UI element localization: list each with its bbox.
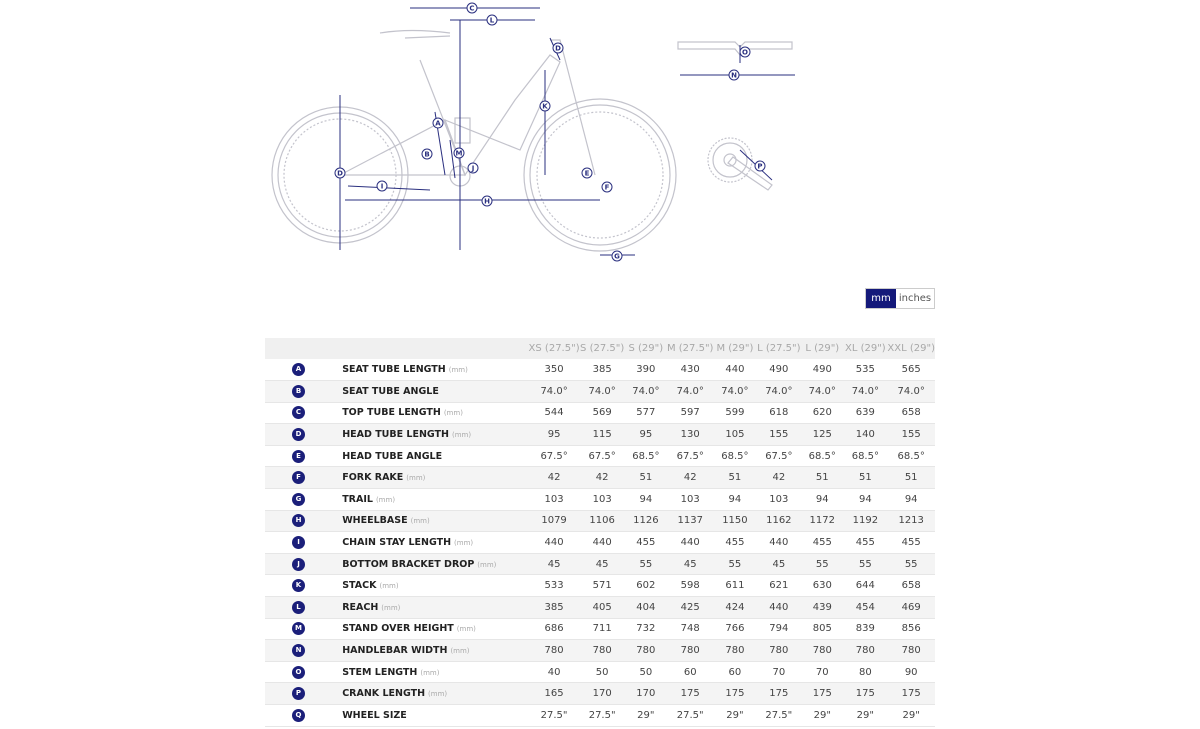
table-row: [265, 467, 935, 489]
measurement-value: 440: [713, 359, 756, 381]
unit-inches-button[interactable]: inches: [896, 289, 934, 308]
table-row: [265, 575, 935, 597]
measurement-value: 45: [529, 553, 580, 575]
size-header: XL (29"): [844, 343, 886, 354]
measurement-value: 55: [843, 553, 887, 575]
measurement-badge: O: [292, 666, 305, 679]
measurement-value: 766: [713, 618, 756, 640]
svg-text:L: L: [489, 16, 495, 25]
measurement-value: 1172: [801, 510, 843, 532]
table-row: [265, 640, 935, 662]
measurement-value: 170: [580, 683, 625, 705]
measurement-badge: E: [292, 450, 305, 463]
measurement-value: 175: [887, 683, 935, 705]
svg-text:D: D: [555, 44, 561, 53]
measurement-value: 115: [580, 424, 625, 446]
measurement-unit: (mm): [410, 517, 430, 526]
measurement-name: WHEELBASE: [342, 515, 408, 527]
measurement-value: 490: [801, 359, 843, 381]
measurement-value: 571: [580, 575, 625, 597]
measurement-value: 748: [667, 618, 713, 640]
measurement-value: 60: [667, 661, 713, 683]
unit-toggle: [865, 288, 935, 309]
measurement-value: 27.5": [756, 705, 801, 727]
table-row: [265, 489, 935, 511]
measurement-value: 711: [580, 618, 625, 640]
measurement-value: 29": [713, 705, 756, 727]
svg-text:N: N: [731, 71, 737, 80]
measurement-value: 42: [756, 467, 801, 489]
measurement-value: 67.5°: [756, 445, 801, 467]
measurement-unit: (mm): [379, 582, 399, 591]
measurement-unit: (mm): [477, 560, 497, 569]
measurement-value: 839: [843, 618, 887, 640]
measurement-value: 455: [801, 532, 843, 554]
measurement-value: 67.5°: [667, 445, 713, 467]
measurement-badge: N: [292, 644, 305, 657]
measurement-badge: F: [292, 471, 305, 484]
measurement-value: 440: [529, 532, 580, 554]
measurement-unit: (mm): [448, 366, 468, 375]
measurement-value: 42: [667, 467, 713, 489]
measurement-value: 55: [713, 553, 756, 575]
size-header: S (29"): [628, 343, 664, 354]
measurement-value: 490: [756, 359, 801, 381]
measurement-unit: (mm): [420, 668, 440, 677]
measurement-value: 658: [887, 575, 935, 597]
measurement-value: 454: [843, 597, 887, 619]
measurement-value: 425: [667, 597, 713, 619]
header-blank: [342, 338, 528, 359]
crank-diagram: [700, 130, 790, 200]
measurement-badge: I: [292, 536, 305, 549]
measurement-value: 94: [625, 489, 667, 511]
measurement-badge: C: [292, 406, 305, 419]
measurement-value: 856: [887, 618, 935, 640]
measurement-value: 70: [756, 661, 801, 683]
measurement-value: 780: [580, 640, 625, 662]
svg-text:B: B: [424, 150, 430, 159]
measurement-value: 94: [843, 489, 887, 511]
measurement-value: 175: [843, 683, 887, 705]
measurement-value: 95: [529, 424, 580, 446]
measurement-value: 455: [843, 532, 887, 554]
measurement-unit: (mm): [456, 625, 476, 634]
svg-text:I: I: [380, 182, 384, 191]
measurement-value: 74.0°: [580, 381, 625, 403]
measurement-name: STACK: [342, 580, 377, 592]
measurement-value: 1106: [580, 510, 625, 532]
table-row: [265, 510, 935, 532]
measurement-name: TRAIL: [342, 493, 373, 505]
measurement-value: 74.0°: [756, 381, 801, 403]
table-row: [265, 359, 935, 381]
measurement-value: 469: [887, 597, 935, 619]
svg-text:E: E: [584, 169, 590, 178]
measurement-value: 51: [625, 467, 667, 489]
header-blank: [265, 338, 342, 359]
measurement-name: WHEEL SIZE: [342, 709, 407, 721]
measurement-value: 60: [713, 661, 756, 683]
table-row: [265, 553, 935, 575]
size-header: XS (27.5"): [528, 343, 580, 354]
measurement-value: 602: [625, 575, 667, 597]
measurement-value: 780: [713, 640, 756, 662]
measurement-value: 74.0°: [843, 381, 887, 403]
measurement-value: 27.5": [580, 705, 625, 727]
measurement-value: 1192: [843, 510, 887, 532]
measurement-value: 175: [756, 683, 801, 705]
measurement-value: 94: [887, 489, 935, 511]
measurement-name: SEAT TUBE LENGTH: [342, 364, 446, 376]
measurement-badge: L: [292, 601, 305, 614]
measurement-badge: J: [292, 558, 305, 571]
measurement-value: 103: [667, 489, 713, 511]
unit-mm-button[interactable]: mm: [866, 289, 896, 308]
table-row: [265, 445, 935, 467]
measurement-value: 74.0°: [801, 381, 843, 403]
measurement-badge: K: [292, 579, 305, 592]
measurement-unit: (mm): [381, 603, 401, 612]
measurement-value: 535: [843, 359, 887, 381]
measurement-value: 29": [843, 705, 887, 727]
measurement-value: 94: [713, 489, 756, 511]
measurement-value: 440: [580, 532, 625, 554]
measurement-value: 1150: [713, 510, 756, 532]
measurement-value: 74.0°: [625, 381, 667, 403]
measurement-value: 618: [756, 402, 801, 424]
measurement-badge: M: [292, 622, 305, 635]
measurement-value: 780: [756, 640, 801, 662]
svg-text:K: K: [542, 102, 548, 111]
svg-text:P: P: [757, 162, 763, 171]
size-header: L (29"): [805, 343, 840, 354]
table-row: [265, 424, 935, 446]
measurement-unit: (mm): [443, 409, 463, 418]
measurement-name: HEAD TUBE LENGTH: [342, 429, 449, 441]
measurement-name: HEAD TUBE ANGLE: [342, 450, 443, 462]
measurement-value: 29": [887, 705, 935, 727]
svg-text:G: G: [614, 252, 620, 261]
measurement-value: 1162: [756, 510, 801, 532]
measurement-name: REACH: [342, 601, 379, 613]
size-header: M (27.5"): [666, 343, 714, 354]
measurement-value: 455: [713, 532, 756, 554]
measurement-value: 385: [580, 359, 625, 381]
measurement-name: BOTTOM BRACKET DROP: [342, 558, 475, 570]
measurement-value: 1213: [887, 510, 935, 532]
measurement-value: 577: [625, 402, 667, 424]
measurement-value: 27.5": [667, 705, 713, 727]
table-row: [265, 661, 935, 683]
measurement-value: 805: [801, 618, 843, 640]
geometry-table: [265, 338, 935, 727]
measurement-badge: H: [292, 514, 305, 527]
measurement-value: 544: [529, 402, 580, 424]
measurement-value: 569: [580, 402, 625, 424]
svg-text:H: H: [484, 197, 490, 206]
measurement-value: 50: [580, 661, 625, 683]
measurement-value: 385: [529, 597, 580, 619]
measurement-badge: D: [292, 428, 305, 441]
measurement-value: 170: [625, 683, 667, 705]
measurement-value: 51: [801, 467, 843, 489]
measurement-value: 597: [667, 402, 713, 424]
measurement-value: 175: [713, 683, 756, 705]
measurement-value: 45: [667, 553, 713, 575]
table-row: [265, 402, 935, 424]
measurement-value: 599: [713, 402, 756, 424]
measurement-value: 430: [667, 359, 713, 381]
table-row: [265, 597, 935, 619]
measurement-value: 175: [667, 683, 713, 705]
measurement-badge: A: [292, 363, 305, 376]
measurement-unit: (mm): [451, 431, 472, 440]
measurement-unit: (mm): [406, 474, 426, 483]
measurement-value: 40: [529, 661, 580, 683]
measurement-value: 42: [580, 467, 625, 489]
measurement-value: 125: [801, 424, 843, 446]
table-row: [265, 532, 935, 554]
measurement-value: 780: [625, 640, 667, 662]
measurement-value: 74.0°: [887, 381, 935, 403]
svg-text:O: O: [742, 48, 748, 57]
measurement-value: 780: [529, 640, 580, 662]
measurement-value: 70: [801, 661, 843, 683]
measurement-value: 794: [756, 618, 801, 640]
measurement-badge: G: [292, 493, 305, 506]
svg-text:M: M: [455, 149, 463, 158]
measurement-value: 175: [801, 683, 843, 705]
measurement-value: 455: [887, 532, 935, 554]
measurement-value: 103: [580, 489, 625, 511]
measurement-value: 27.5": [529, 705, 580, 727]
measurement-value: 621: [756, 575, 801, 597]
measurement-value: 639: [843, 402, 887, 424]
measurement-value: 1137: [667, 510, 713, 532]
measurement-value: 55: [801, 553, 843, 575]
measurement-value: 68.5°: [713, 445, 756, 467]
measurement-value: 404: [625, 597, 667, 619]
measurement-value: 95: [625, 424, 667, 446]
measurement-value: 50: [625, 661, 667, 683]
measurement-value: 155: [887, 424, 935, 446]
measurement-value: 90: [887, 661, 935, 683]
svg-text:C: C: [469, 4, 475, 13]
measurement-value: 565: [887, 359, 935, 381]
measurement-value: 45: [756, 553, 801, 575]
measurement-name: SEAT TUBE ANGLE: [342, 385, 439, 397]
svg-text:J: J: [471, 164, 475, 173]
measurement-value: 533: [529, 575, 580, 597]
measurement-value: 74.0°: [529, 381, 580, 403]
measurement-value: 67.5°: [529, 445, 580, 467]
measurement-value: 439: [801, 597, 843, 619]
table-header-row: [265, 338, 935, 359]
measurement-badge: Q: [292, 709, 305, 722]
measurement-value: 165: [529, 683, 580, 705]
measurement-value: 630: [801, 575, 843, 597]
table-body: [265, 359, 935, 726]
measurement-value: 130: [667, 424, 713, 446]
measurement-value: 732: [625, 618, 667, 640]
measurement-value: 68.5°: [801, 445, 843, 467]
handlebar-diagram: [670, 25, 805, 85]
table-row: [265, 381, 935, 403]
size-header: M (29"): [716, 343, 754, 354]
measurement-value: 440: [756, 597, 801, 619]
measurement-value: 780: [667, 640, 713, 662]
size-header: XXL (29"): [887, 343, 935, 354]
measurement-value: 103: [756, 489, 801, 511]
measurement-value: 658: [887, 402, 935, 424]
measurement-value: 105: [713, 424, 756, 446]
measurement-value: 68.5°: [887, 445, 935, 467]
measurement-value: 74.0°: [713, 381, 756, 403]
measurement-unit: (mm): [428, 690, 448, 699]
measurement-value: 29": [625, 705, 667, 727]
measurement-value: 405: [580, 597, 625, 619]
table-row: [265, 683, 935, 705]
measurement-value: 780: [801, 640, 843, 662]
measurement-value: 68.5°: [625, 445, 667, 467]
svg-text:D: D: [337, 169, 343, 178]
measurement-name: STAND OVER HEIGHT: [342, 623, 454, 635]
measurement-value: 620: [801, 402, 843, 424]
measurement-value: 686: [529, 618, 580, 640]
table-row: [265, 618, 935, 640]
measurement-value: 350: [529, 359, 580, 381]
measurement-value: 55: [887, 553, 935, 575]
measurement-value: 42: [529, 467, 580, 489]
measurement-unit: (mm): [450, 647, 470, 656]
measurement-value: 68.5°: [843, 445, 887, 467]
measurement-value: 94: [801, 489, 843, 511]
measurement-name: CHAIN STAY LENGTH: [342, 537, 452, 549]
measurement-name: TOP TUBE LENGTH: [342, 407, 441, 419]
measurement-value: 440: [667, 532, 713, 554]
measurement-value: 51: [887, 467, 935, 489]
measurement-value: 74.0°: [667, 381, 713, 403]
measurement-value: 455: [625, 532, 667, 554]
measurement-value: 51: [713, 467, 756, 489]
measurement-badge: P: [292, 687, 305, 700]
table-row: [265, 705, 935, 727]
measurement-value: 780: [843, 640, 887, 662]
measurement-value: 80: [843, 661, 887, 683]
measurement-value: 440: [756, 532, 801, 554]
measurement-value: 51: [843, 467, 887, 489]
measurement-unit: (mm): [375, 495, 396, 504]
measurement-value: 140: [843, 424, 887, 446]
size-header: S (27.5"): [580, 343, 625, 354]
measurement-value: 1126: [625, 510, 667, 532]
measurement-value: 67.5°: [580, 445, 625, 467]
measurement-name: STEM LENGTH: [342, 666, 418, 678]
measurement-value: 103: [529, 489, 580, 511]
measurement-badge: B: [292, 385, 305, 398]
size-header: L (27.5"): [757, 343, 801, 354]
measurement-value: 55: [625, 553, 667, 575]
measurement-value: 598: [667, 575, 713, 597]
measurement-unit: (mm): [454, 539, 474, 548]
svg-text:F: F: [604, 183, 610, 192]
measurement-value: 1079: [529, 510, 580, 532]
measurement-value: 29": [801, 705, 843, 727]
measurement-value: 644: [843, 575, 887, 597]
measurement-name: FORK RAKE: [342, 472, 404, 484]
measurement-value: 611: [713, 575, 756, 597]
measurement-value: 780: [887, 640, 935, 662]
measurement-value: 155: [756, 424, 801, 446]
measurement-name: HANDLEBAR WIDTH: [342, 645, 448, 657]
measurement-value: 424: [713, 597, 756, 619]
measurement-name: CRANK LENGTH: [342, 688, 426, 700]
svg-text:A: A: [435, 119, 441, 128]
measurement-value: 45: [580, 553, 625, 575]
measurement-value: 390: [625, 359, 667, 381]
